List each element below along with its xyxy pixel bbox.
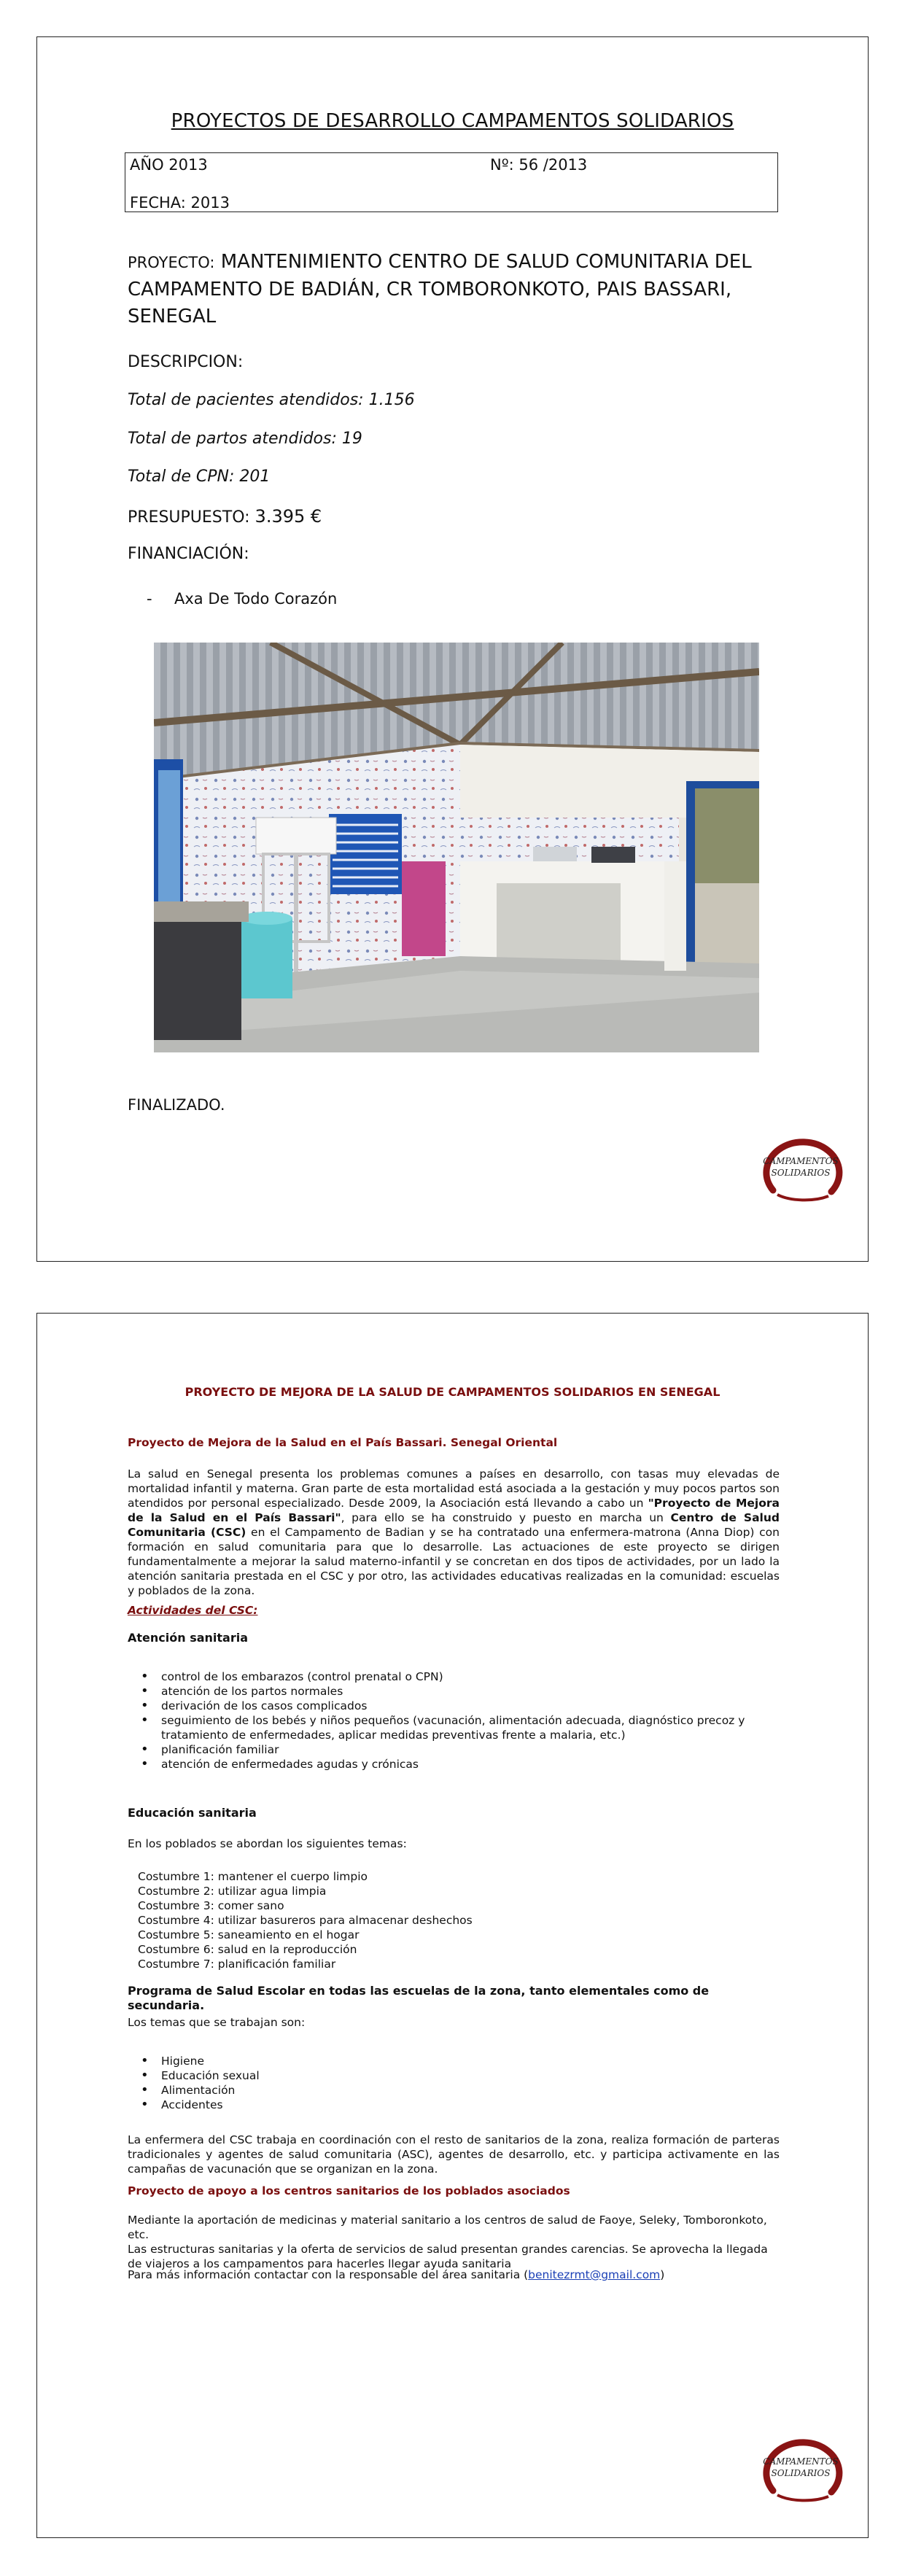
logo-mark — [756, 1128, 846, 1203]
funding-item — [147, 590, 337, 608]
campamentos-solidarios-logo — [756, 2428, 846, 2504]
list-item: • derivación de los casos complicados — [128, 1699, 780, 1713]
budget-line — [128, 506, 322, 527]
health-center-photo — [154, 643, 759, 1052]
logo-text-line1: CAMPAMENTOS — [763, 2456, 839, 2467]
custom-item: Costumbre 6: salud en la reproducción — [138, 1943, 357, 1956]
intro-bold-2: Centro de Salud Comunitaria (CSC) — [128, 1511, 780, 1539]
activities-title: Actividades del CSC: — [128, 1604, 258, 1617]
section-subtitle: Proyecto de Mejora de la Salud en el País Bassari. Senegal Oriental — [128, 1436, 558, 1449]
school-program-title: Programa de Salud Escolar en todas las escuelas de la zona, tanto elementales como de secundaria. — [128, 1984, 710, 2012]
funding-item-text: Axa De Todo Corazón — [174, 590, 338, 608]
list-item: • Alimentación — [128, 2083, 780, 2098]
logo-mark — [756, 2428, 846, 2504]
project-heading — [128, 249, 784, 330]
contact-line — [128, 2267, 780, 2282]
customs-list — [128, 1869, 780, 1971]
school-topics-bullets — [128, 2054, 780, 2112]
list-item: • Educación sexual — [128, 2068, 780, 2083]
healthcare-bullets — [128, 1669, 780, 1772]
contact-text: Para más información contactar con la responsable del área sanitaria ( — [128, 2268, 529, 2281]
document-page-2 — [36, 1313, 869, 2538]
project-label: PROYECTO: — [128, 254, 215, 271]
support-line-2: Las estructuras sanitarias y la oferta de servicios de salud presentan grandes carencias. Se aprovecha la llegada de viajeros a los campamentos para hacerles llegar ayuda sanitaria — [128, 2243, 768, 2270]
budget-label: PRESUPUESTO: — [128, 508, 250, 527]
support-paragraph — [128, 2213, 780, 2271]
education-intro: En los poblados se abordan los siguientes temas: — [128, 1837, 407, 1850]
support-title: Proyecto de apoyo a los centros sanitarios de los poblados asociados — [128, 2184, 570, 2197]
funding-label: FINANCIACIÓN: — [128, 545, 249, 563]
health-center-photo-drawing — [154, 643, 759, 1052]
number-field: Nº: 56 /2013 — [490, 156, 588, 174]
description-label: DESCRIPCION: — [128, 353, 244, 371]
custom-item: Costumbre 1: mantener el cuerpo limpio — [138, 1870, 368, 1883]
cpn-total: Total de CPN: 201 — [128, 468, 271, 486]
healthcare-list — [128, 1669, 780, 1772]
logo-text-line1: CAMPAMENTOS — [763, 1156, 839, 1166]
list-item: • seguimiento de los bebés y niños pequeños (vacunación, alimentación adecuada, diagnóstico precoz y tratamiento de enfermedades, aplicar medidas preventivas frente a malaria, etc.) — [128, 1713, 780, 1742]
list-dash: - — [147, 590, 152, 608]
patients-total: Total de pacientes atendidos: 1.156 — [128, 391, 415, 409]
budget-value: 3.395 € — [255, 506, 322, 527]
intro-text-2: , para ello se ha construido y puesto en marcha un — [341, 1511, 671, 1524]
list-item: • atención de los partos normales — [128, 1684, 780, 1699]
info-box — [125, 152, 778, 212]
school-topics-list — [128, 2054, 780, 2112]
intro-bold-1: "Proyecto de Mejora de la Salud en el País Bassari" — [128, 1497, 780, 1524]
document-page-1 — [36, 36, 869, 1262]
list-item: • control de los embarazos (control prenatal o CPN) — [128, 1669, 780, 1684]
custom-item: Costumbre 5: saneamiento en el hogar — [138, 1928, 360, 1941]
support-line-1: Mediante la aportación de medicinas y material sanitario a los centros de salud de Faoye, Seleky, Tomboronkoto, etc. — [128, 2214, 767, 2241]
births-total: Total de partos atendidos: 19 — [128, 430, 362, 448]
custom-item: Costumbre 7: planificación familiar — [138, 1958, 336, 1971]
custom-item: Costumbre 3: comer sano — [138, 1899, 284, 1912]
page-title: PROYECTO DE MEJORA DE LA SALUD DE CAMPAMENTOS SOLIDARIOS EN SENEGAL — [185, 1385, 720, 1399]
page-title: PROYECTOS DE DESARROLLO CAMPAMENTOS SOLIDARIOS — [171, 110, 734, 132]
intro-text-1: La salud en Senegal presenta los problemas comunes a países en desarrollo, con tasas muy elevadas de mortalidad infantil y materna. Gran parte de esta mortalidad está asociada a la gestación y muy pocos partos son atendidos por personal especializado. Desde 2009, la Asociación está llevando a cabo un — [128, 1467, 780, 1510]
education-title: Educación sanitaria — [128, 1806, 257, 1820]
healthcare-title: Atención sanitaria — [128, 1631, 249, 1645]
custom-item: Costumbre 2: utilizar agua limpia — [138, 1885, 327, 1898]
school-program-intro: Los temas que se trabajan son: — [128, 2016, 306, 2029]
campamentos-solidarios-logo — [756, 1128, 846, 1203]
year-field: AÑO 2013 — [130, 156, 208, 174]
list-item: • atención de enfermedades agudas y crónicas — [128, 1757, 780, 1772]
custom-item: Costumbre 4: utilizar basureros para almacenar deshechos — [138, 1914, 473, 1927]
project-name: MANTENIMIENTO CENTRO DE SALUD COMUNITARIA DEL CAMPAMENTO DE BADIÁN, CR TOMBORONKOTO, PAIS BASSARI, SENEGAL — [128, 251, 752, 327]
logo-text-line2: SOLIDARIOS — [771, 1168, 831, 1178]
date-field: FECHA: 2013 — [130, 194, 230, 212]
contact-close: ) — [660, 2268, 665, 2281]
list-item: • Accidentes — [128, 2098, 780, 2112]
list-item: • Higiene — [128, 2054, 780, 2068]
logo-text-line2: SOLIDARIOS — [771, 2468, 831, 2478]
intro-paragraph — [128, 1467, 780, 1598]
intro-text-3: en el Campamento de Badian y se ha contratado una enfermera-matrona (Anna Diop) con formación en salud comunitaria para que lo desarrolle. Las actuaciones de este proyecto se dirigen fundamentalmente a mejorar la salud materno-infantil y se concretan en dos tipos de actividades, por un lado la atención sanitaria prestada en el CSC y por otro, las actividades educativas realizadas en la comunidad: escuelas y poblados de la zona. — [128, 1526, 780, 1597]
list-item: • planificación familiar — [128, 1742, 780, 1757]
contact-email-link[interactable]: benitezrmt@gmail.com — [528, 2268, 661, 2281]
nurse-paragraph: La enfermera del CSC trabaja en coordinación con el resto de sanitarios de la zona, realiza formación de parteras tradicionales y agentes de salud comunitaria (ASC), agentes de desarrollo, etc. y participa activamente en las campañas de vacunación que se organizan en la zona. — [128, 2133, 780, 2176]
project-status: FINALIZADO. — [128, 1096, 225, 1114]
